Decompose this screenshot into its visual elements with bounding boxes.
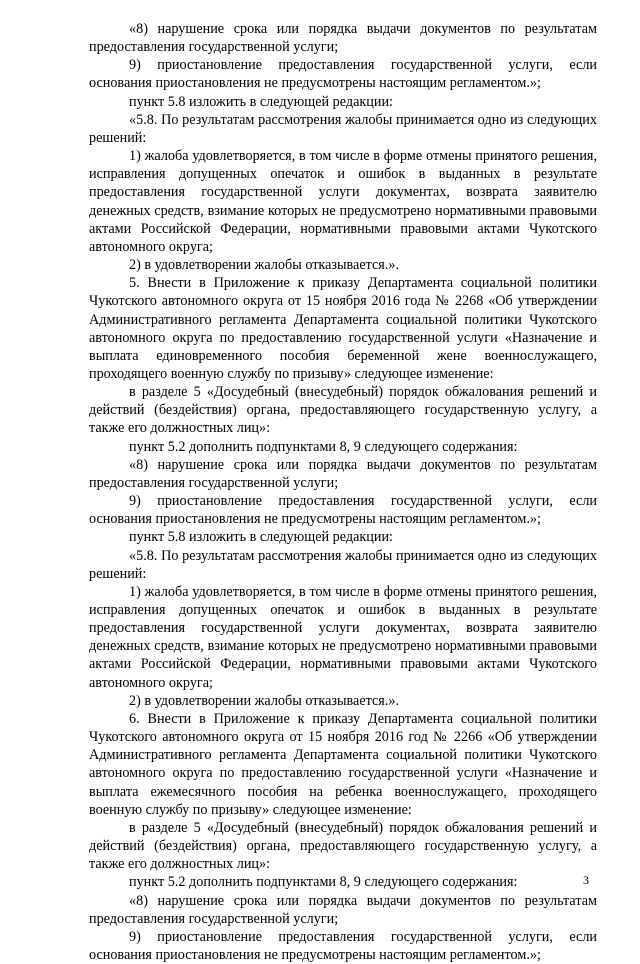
paragraph: 9) приостановление предоставления государственной услуги, если основания приостановления не предусмотрены настоящим регламентом.»;	[89, 57, 597, 92]
paragraph: пункт 5.2 дополнить подпунктами 8, 9 следующего содержания:	[129, 874, 518, 891]
paragraph: 2) в удовлетворении жалобы отказывается.».	[129, 692, 400, 709]
paragraph: пункт 5.2 дополнить подпунктами 8, 9 следующего содержания:	[129, 438, 518, 455]
paragraph: «8) нарушение срока или порядка выдачи документов по результатам предоставления государственной услуги;	[89, 21, 597, 56]
paragraph: «5.8. По результатам рассмотрения жалобы принимается одно из следующих решений:	[89, 111, 597, 146]
document-body	[89, 20, 597, 964]
paragraph: «8) нарушение срока или порядка выдачи документов по результатам предоставления государственной услуги;	[89, 456, 597, 491]
paragraph: 2) в удовлетворении жалобы отказывается.».	[129, 257, 400, 274]
paragraph: 9) приостановление предоставления государственной услуги, если основания приостановления не предусмотрены настоящим регламентом.»;	[89, 493, 597, 528]
page-number: 3	[583, 873, 589, 887]
paragraph: 1) жалоба удовлетворяется, в том числе в форме отмены принятого решения, исправления допущенных опечаток и ошибок в выданных в результате предоставления государственной услуги документах, возврата заявителю денежных средств, взимание которых не предусмотрено нормативными правовыми актами Российской Федерации, нормативными правовыми актами Чукотского автономного округа;	[89, 583, 597, 691]
paragraph: пункт 5.8 изложить в следующей редакции:	[129, 529, 393, 546]
paragraph: в разделе 5 «Досудебный (внесудебный) порядок обжалования решений и действий (бездействия) органа, предоставляющего государственную услугу, а также его должностных лиц»:	[89, 819, 597, 873]
paragraph: 5. Внести в Приложение к приказу Департамента социальной политики Чукотского автономного округа от 15 ноября 2016 года № 2268 «Об утверждении Административного регламента Департамента социальной политики Чукотского автономного округа по предоставлению государственной услуги «Назначение и выплата единовременного пособия беременной жене военнослужащего, проходящего военную службу по призыву» следующее изменение:	[89, 275, 597, 382]
paragraph: в разделе 5 «Досудебный (внесудебный) порядок обжалования решений и действий (бездействия) органа, предоставляющего государственную услугу, а также его должностных лиц»:	[89, 384, 597, 437]
paragraph: 1) жалоба удовлетворяется, в том числе в форме отмены принятого решения, исправления допущенных опечаток и ошибок в выданных в результате предоставления государственной услуги документах, возврата заявителю денежных средств, взимание которых не предусмотрено нормативными правовыми актами Российской Федерации, нормативными правовыми актами Чукотского автономного округа;	[89, 148, 597, 255]
paragraph: «5.8. По результатам рассмотрения жалобы принимается одно из следующих решений:	[89, 547, 597, 582]
paragraph: 9) приостановление предоставления государственной услуги, если основания приостановления не предусмотрены настоящим регламентом.»;	[89, 928, 597, 963]
paragraph: пункт 5.8 изложить в следующей редакции:	[129, 93, 393, 110]
paragraph: 6. Внести в Приложение к приказу Департамента социальной политики Чукотского автономного округа от 15 ноября 2016 год № 2266 «Об утверждении Административного регламента Департамента социальной политики Чукотского автономного округа по предоставлению государственной услуги «Назначение и выплата ежемесячного пособия на ребенка военнослужащего, проходящего военную службу по призыву» следующее изменение:	[89, 710, 597, 818]
paragraph: «8) нарушение срока или порядка выдачи документов по результатам предоставления государственной услуги;	[89, 892, 597, 927]
